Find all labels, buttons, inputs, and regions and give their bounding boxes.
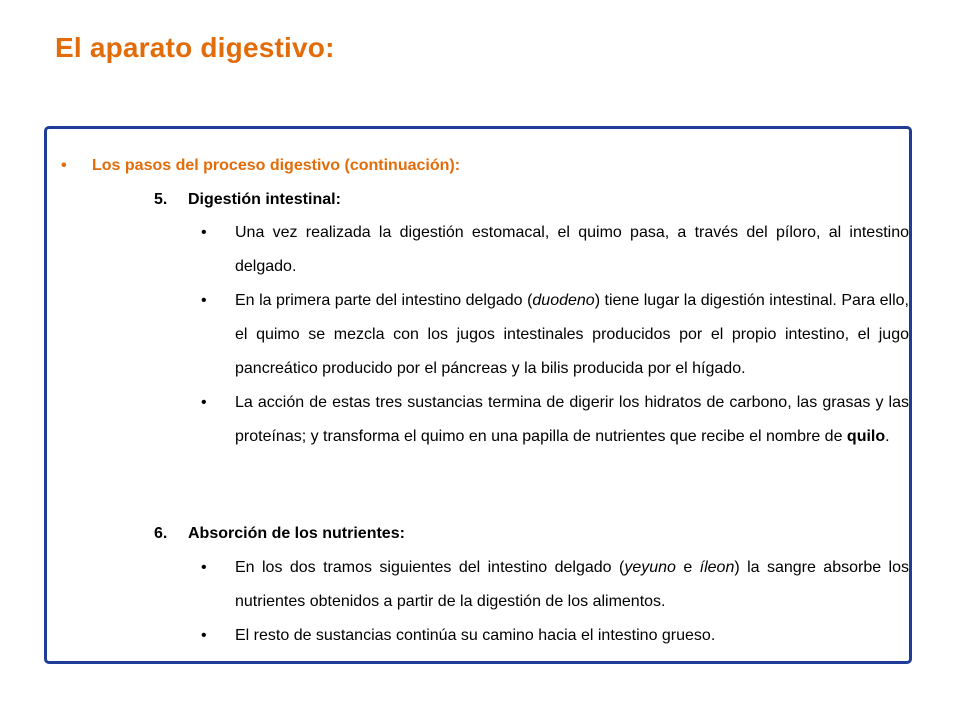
step-digestion-intestinal [154, 189, 341, 211]
list-item-text: Una vez realizada la digestión estomacal, el quimo pasa, a través del píloro, al intestino delgado. [235, 224, 909, 275]
list-item [201, 386, 909, 454]
content-box [44, 126, 912, 664]
step-6-items [201, 551, 909, 653]
bullet-icon: • [201, 627, 207, 644]
bullet-icon: • [201, 292, 207, 309]
bullet-icon: • [61, 157, 67, 174]
bullet-icon: • [201, 224, 207, 241]
main-heading-text: Los pasos del proceso digestivo (continuación): [92, 157, 461, 174]
list-item-text: El resto de sustancias continúa su camino hacia el intestino grueso. [235, 627, 716, 644]
list-item [201, 284, 909, 386]
step-title: Absorción de los nutrientes: [188, 525, 405, 542]
list-item-text: La acción de estas tres sustancias termina de digerir los hidratos de carbono, las grasas y las proteínas; y transforma el quimo en una papilla de nutrientes que recibe el nombre de quilo. [235, 394, 909, 445]
slide-title: El aparato digestivo: [55, 32, 335, 63]
step-number: 6. [154, 525, 168, 542]
main-heading [61, 155, 460, 177]
step-5-items [201, 216, 909, 454]
list-item-text: En la primera parte del intestino delgado (duodeno) tiene lugar la digestión intestinal. Para ello, el quimo se mezcla con los jugos intestinales producidos por el propio intestino, el jugo pancreático producido por el páncreas y la bilis producida por el hígado. [235, 292, 909, 377]
step-absorcion-nutrientes [154, 523, 405, 545]
list-item [201, 619, 909, 653]
bullet-icon: • [201, 394, 207, 411]
list-item [201, 551, 909, 619]
list-item-text: En los dos tramos siguientes del intestino delgado (yeyuno e íleon) la sangre absorbe los nutrientes obtenidos a partir de la digestión de los alimentos. [235, 559, 910, 610]
step-number: 5. [154, 191, 168, 208]
list-item [201, 216, 909, 284]
bullet-icon: • [201, 559, 207, 576]
step-title: Digestión intestinal: [188, 191, 341, 208]
